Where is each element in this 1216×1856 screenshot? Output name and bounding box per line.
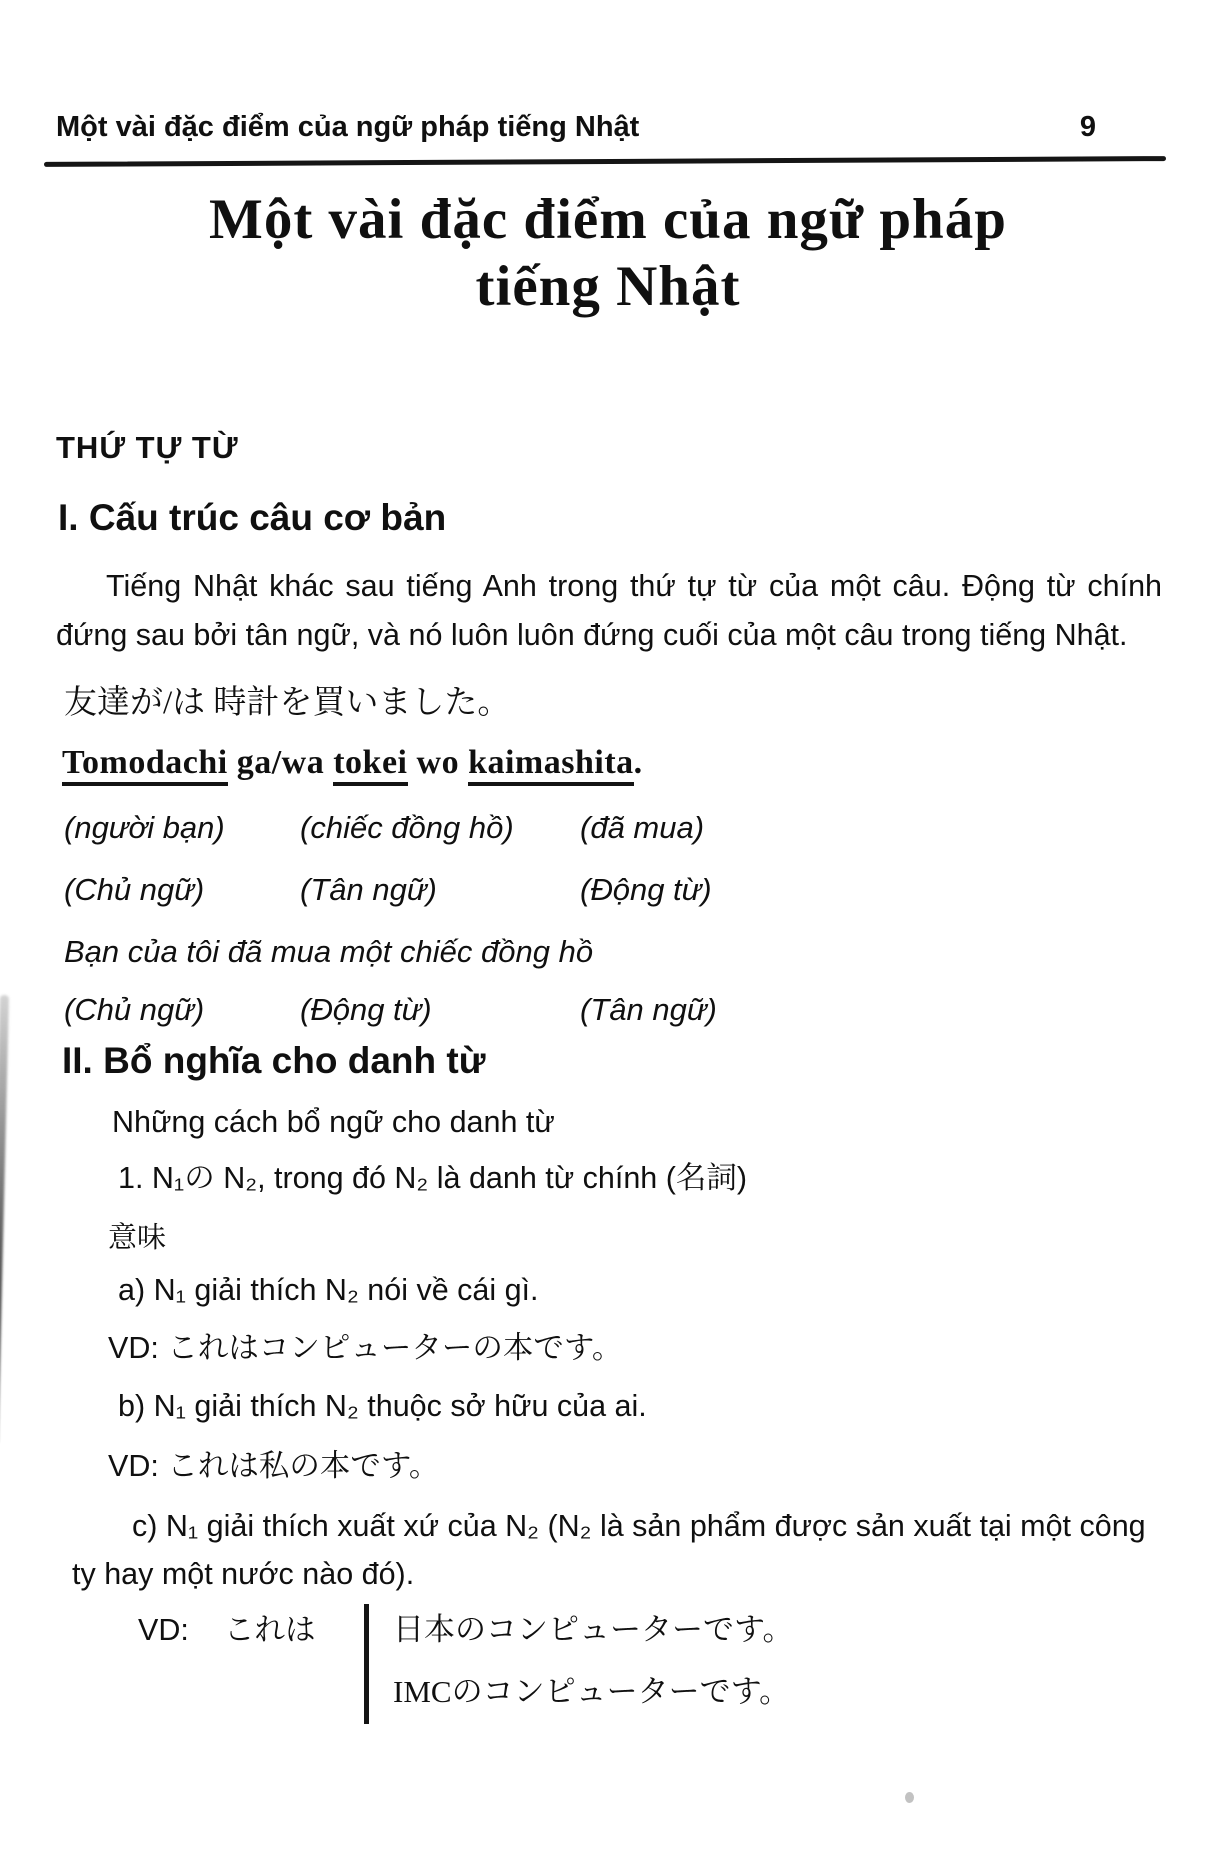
gloss-role-object-vn: (Tân ngữ) [580, 992, 717, 1027]
scan-artifact-speck [905, 1792, 914, 1803]
vietnamese-translation: Bạn của tôi đã mua một chiếc đồng hồ [64, 934, 594, 969]
example-c-block [138, 1608, 1216, 1724]
section-label-word-order: THỨ TỰ TỪ [56, 430, 239, 465]
gloss-role-subject: (Chủ ngữ) [64, 872, 205, 907]
page-title-line2: tiếng Nhật [475, 255, 741, 318]
running-header [0, 110, 1216, 144]
heading-basic-sentence-structure: I. Cấu trúc câu cơ bản [58, 497, 447, 538]
case-c-text: c) N₁ giải thích xuất xứ của N₂ (N₂ là sản phẩm được sản xuất tại một công ty hay một nước nào đó). [72, 1509, 1146, 1591]
example-a-text: VD: これはコンピューターの本です。 [108, 1331, 623, 1365]
case-a-text: a) N₁ giải thích N₂ nói về cái gì. [118, 1273, 539, 1307]
running-header-title: Một vài đặc điểm của ngữ pháp tiếng Nhật [56, 111, 640, 143]
romaji-example-sentence [62, 740, 1216, 786]
heading-noun-modification: II. Bổ nghĩa cho danh từ [62, 1040, 486, 1081]
rule1-heading-n1-no-n2: 1. N₁の N₂, trong đó N₂ là danh từ chính (名詞) [118, 1161, 748, 1195]
romaji-word-tomodachi: Tomodachi [62, 744, 228, 786]
example-c-option-imc: IMCのコンピューターです。 [393, 1674, 791, 1709]
subheading-noun-modifier-ways: Những cách bổ ngữ cho danh từ [112, 1105, 555, 1139]
gloss-row-roles-japanese-order [64, 870, 1216, 910]
romaji-particle-wo: wo [407, 744, 469, 781]
japanese-example-sentence: 友達が/は 時計を買いました。 [64, 685, 511, 721]
gloss-role-verb-vn: (Động từ) [300, 992, 432, 1027]
case-b-text: b) N₁ giải thích N₂ thuộc sở hữu của ai. [118, 1389, 647, 1423]
romaji-period: . [633, 744, 643, 781]
example-c-divider-bar [364, 1604, 369, 1724]
page-title-line1: Một vài đặc điểm của ngữ pháp [209, 188, 1007, 251]
example-c-subject: これは [224, 1613, 316, 1647]
romaji-word-kaimashita: kaimashita [468, 744, 634, 786]
gloss-word-subject: (người bạn) [64, 810, 225, 845]
imi-meaning-label: 意味 [108, 1222, 167, 1254]
page-number: 9 [1079, 111, 1096, 143]
intro-paragraph: Tiếng Nhật khác sau tiếng Anh trong thứ tự từ của một câu. Động từ chính đứng sau bởi tân ngữ, và nó luôn luôn đứng cuối của một câu trong tiếng Nhật. [56, 569, 1162, 652]
gloss-row-word-meanings [64, 808, 1216, 848]
gloss-row-roles-vietnamese-order [64, 990, 1216, 1030]
example-c-label: VD: [138, 1613, 189, 1647]
example-c-option-japan: 日本のコンピューターです。 [393, 1612, 794, 1647]
gloss-word-object: (chiếc đồng hồ) [300, 810, 514, 845]
example-c-options [393, 1608, 794, 1714]
example-b-text: VD: これは私の本です。 [108, 1449, 440, 1483]
gloss-word-verb: (đã mua) [580, 810, 705, 845]
gloss-role-object: (Tân ngữ) [300, 872, 437, 907]
gloss-role-verb: (Động từ) [580, 872, 712, 907]
header-rule [44, 156, 1166, 167]
gloss-role-subject-vn: (Chủ ngữ) [64, 992, 205, 1027]
page-title [0, 186, 1216, 320]
romaji-particles-gawa: ga/wa [227, 744, 334, 781]
scan-artifact-left-smudge [0, 995, 9, 1445]
romaji-word-tokei: tokei [333, 744, 407, 786]
